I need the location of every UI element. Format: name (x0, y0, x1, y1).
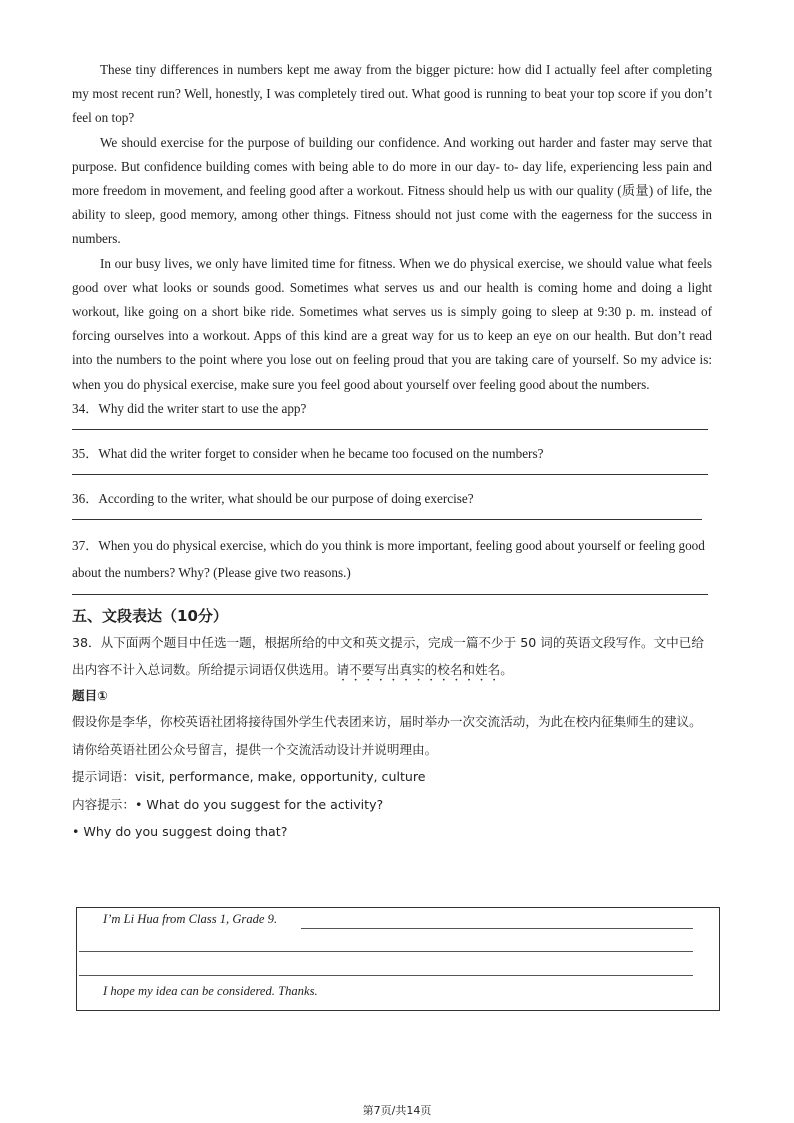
content-hint-1: 内容提示：• What do you suggest for the activity? (72, 796, 384, 812)
question-37: 37．When you do physical exercise, which do you think is more important, feeling good about yourself or feeling good about the numbers? Why? (Please give two reasons.) (72, 537, 705, 580)
answer-line-37[interactable] (72, 594, 708, 595)
answer-line-2[interactable] (79, 951, 693, 952)
answer-box (76, 907, 720, 1011)
section-title: 五、文段表达（10分） (72, 606, 228, 625)
instruction-emphasis: 请不要写出真实的校名和姓名 (336, 662, 501, 678)
passage-paragraph-2: We should exercise for the purpose of building our confidence. And working out harder and faster may serve that purpose. But confidence building comes with being able to do more in our day- to- day life, experiencing less pain and more freedom in movement, and feeling good after a workout. Fitness should help us with our quality (质量) of life, the ability to sleep, good memory, among other things. Fitness should not just come with the eagerness for the success in numbers. (72, 134, 712, 247)
answer-line-3[interactable] (79, 975, 693, 976)
question-34: 34．Why did the writer start to use the app? (72, 400, 307, 416)
question-36: 36．According to the writer, what should be our purpose of doing exercise? (72, 490, 474, 506)
answer-line-36[interactable] (72, 519, 702, 520)
answer-closing: I hope my idea can be considered. Thanks. (103, 984, 318, 998)
instruction-end: 。 (500, 662, 513, 678)
content-hint-2: • Why do you suggest doing that? (72, 824, 288, 840)
answer-opening: I’m Li Hua from Class 1, Grade 9. (103, 912, 278, 926)
hint-words: 提示词语：visit, performance, make, opportunity, culture (72, 769, 426, 785)
topic-text: 假设你是李华，你校英语社团将接待国外学生代表团来访，届时举办一次交流活动，为此在校内征集师生的建议。请你给英语社团公众号留言，提供一个交流活动设计并说明理由。 (72, 714, 702, 757)
document-page (72, 58, 712, 846)
instruction-text: 38．从下面两个题目中任选一题，根据所给的中文和英文提示，完成一篇不少于 50 词的英语文段写作。文中已给出内容不计入总词数。所给提示词语仅供选用。 (72, 634, 704, 678)
page-footer: 第7页/共14页 (362, 1104, 432, 1117)
answer-line-1[interactable] (301, 928, 693, 929)
passage-paragraph-3: In our busy lives, we only have limited time for fitness. When we do physical exercise, we should value what feels good over what looks or sounds good. Sometimes what serves us and our health is coming home and doing a light workout, like going on a short bike ride. Sometimes what serves us is simply going to sleep at 9:30 p. m. instead of forcing ourselves into a workout. Apps of this kind are a great way for us to keep an eye on our health. But don’t read into the numbers to the point where you lose out on feeling proud that you are taking care of yourself. So my advice is: when you do physical exercise, make sure you feel good about yourself over feeling good about the numbers. (72, 255, 712, 392)
topic-title: 题目① (72, 688, 108, 704)
passage-paragraph-1: These tiny differences in numbers kept me away from the bigger picture: how did I actually feel after completing my most recent run? Well, honestly, I was completely tired out. What good is running to beat your top score if you don’t feel on top? (72, 62, 712, 126)
answer-line-35[interactable] (72, 474, 708, 475)
question-35: 35．What did the writer forget to consider when he became too focused on the numbers? (72, 445, 544, 461)
writing-instruction (72, 629, 712, 685)
answer-line-34[interactable] (72, 429, 708, 430)
